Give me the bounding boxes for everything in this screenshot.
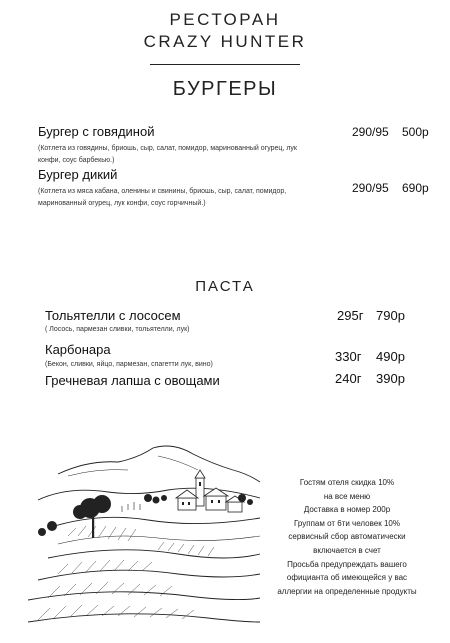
- header-divider: [150, 64, 300, 65]
- pasta-item-weight: 240г: [335, 371, 362, 386]
- burger-item-name: Бургер дикий: [38, 167, 118, 182]
- countryside-landscape-icon: [28, 440, 268, 630]
- pasta-item-weight: 330г: [335, 349, 362, 364]
- pasta-section-title: ПАСТА: [195, 278, 255, 295]
- burger-item-price: 500р: [402, 125, 429, 139]
- burger-item-price: 690р: [402, 181, 429, 195]
- burger-item-desc: (Котлета из говядины, бриошь, сыр, салат, помидор, маринованный огурец, лук конфи, соус барбекью.): [38, 145, 297, 164]
- guest-info-text: Гостям отеля скидка 10% на все меню Доставка в номер 200р Группам от 6ти человек 10% сервисный сбор автоматически включается в счет Просьба предупреждать вашего официанта об имеющейся у вас аллергии на определенные продукты: [277, 478, 417, 596]
- pasta-item-weight: 295г: [337, 308, 364, 323]
- burger-item-desc: (Котлета из мяса кабана, оленины и свинины, бриошь, сыр, салат, помидор, маринованный огурец, лук конфи, соус горчичный.): [38, 188, 287, 207]
- pasta-item-price: 790р: [376, 308, 405, 323]
- burgers-section-title: БУРГЕРЫ: [172, 78, 278, 100]
- restaurant-name: CRAZY HUNTER: [143, 32, 307, 51]
- pasta-item-name: Гречневая лапша с овощами: [45, 373, 220, 388]
- pasta-item-desc: (Бекон, сливки, яйцо, пармезан, спагетти лук, вино): [45, 361, 213, 368]
- burger-item-name: Бургер с говядиной: [38, 124, 155, 139]
- burger-item-weight: 290/95: [352, 125, 389, 139]
- burger-item-weight: 290/95: [352, 181, 389, 195]
- pasta-item-name: Тольятелли с лососем: [45, 308, 181, 323]
- restaurant-label: РЕСТОРАН: [169, 10, 281, 29]
- pasta-item-name: Карбонара: [45, 342, 111, 357]
- pasta-item-price: 490р: [376, 349, 405, 364]
- pasta-item-desc: ( Лосось, пармезан сливки, тольятелли, лук): [45, 326, 190, 333]
- pasta-item-price: 390р: [376, 371, 405, 386]
